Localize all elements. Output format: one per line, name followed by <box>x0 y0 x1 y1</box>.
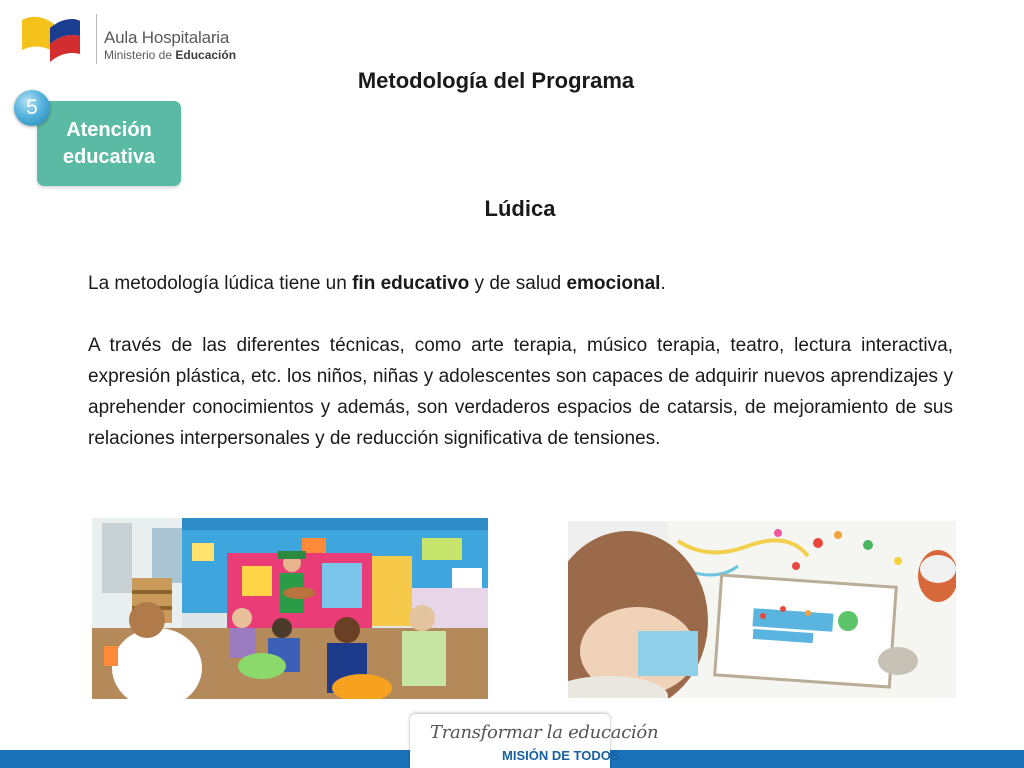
footer-slogan-line2: MISIÓN DE TODOS <box>502 748 620 763</box>
step-label <box>63 117 155 171</box>
puppet-theater-photo <box>92 518 488 699</box>
slide-title: Metodología del Programa <box>357 68 635 93</box>
footer-slogan <box>410 714 659 768</box>
intro-bold-2: emocional <box>566 273 661 294</box>
step-box <box>37 101 181 186</box>
intro-text-2: y de salud <box>469 273 567 294</box>
footer-slogan-line1: Transformar la educación <box>430 722 659 743</box>
logo-subtitle-prefix: Ministerio de <box>104 48 176 62</box>
section-title: Lúdica <box>484 196 556 221</box>
intro-paragraph <box>88 268 953 299</box>
body-paragraph: A través de las diferentes técnicas, como arte terapia, músico terapia, teatro, lectura interactiva, expresión plástica, etc. los niños, niñas y adolescentes son capaces de adquirir nuevos aprendizajes y aprehender conocimientos y además, son verdaderos espacios de catarsis, de mejoramiento de sus relaciones interpersonales y de reducción significativa de tensiones. <box>88 335 953 449</box>
logo-subtitle <box>104 48 236 63</box>
logo-title: Aula Hospitalaria <box>104 28 230 47</box>
logo-text <box>104 28 236 63</box>
logo-divider <box>96 14 97 64</box>
step-label-line2: educativa <box>62 145 156 168</box>
intro-text-1: La metodología lúdica tiene un <box>88 273 353 294</box>
step-number-badge: 5 <box>14 90 50 126</box>
logo-subtitle-bold: Educación <box>175 48 237 62</box>
intro-text-3: . <box>660 273 666 294</box>
child-drawing-photo <box>568 521 956 698</box>
step-label-line1: Atención <box>66 118 152 141</box>
aula-hospitalaria-logo <box>20 8 240 70</box>
intro-bold-1: fin educativo <box>352 273 470 294</box>
flag-emblem-icon <box>20 8 90 68</box>
